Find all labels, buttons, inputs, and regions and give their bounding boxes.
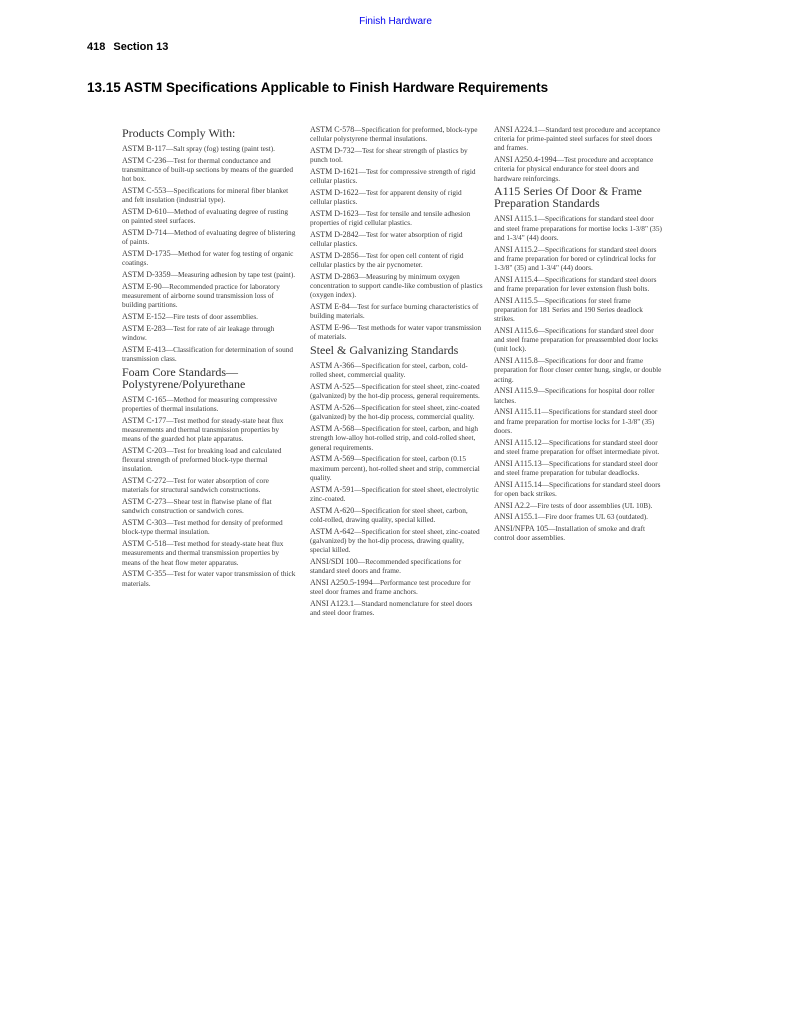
spec-entry [310,302,484,320]
spec-description: —Fire tests of door assemblies. [165,312,258,321]
spec-entry [494,480,662,498]
spec-code: ANSI A115.6 [494,326,538,336]
spec-entry [310,485,484,503]
spec-description: —Test method for density of preformed block-type thermal insulation. [122,518,283,537]
spec-description: —Test for open cell content of rigid cellular plastics by the air pycnometer. [310,251,464,270]
spec-description: —Test method for steady-state heat flux measurements and thermal transmission properties by means of the heat flow meter apparatus. [122,539,284,567]
spec-description: —Installation of smoke and draft control door assemblies. [494,524,646,543]
spec-code: ANSI/SDI 100 [310,556,358,566]
spec-entry [494,155,662,183]
spec-description: —Test procedure and acceptance criteria for physical endurance for steel doors and hardware reinforcings. [494,155,654,183]
spec-code: ASTM A-642 [310,526,355,536]
spec-description: —Standard test procedure and acceptance criteria for prime-painted steel surfaces for steel doors and frames. [494,125,661,153]
spec-code: ANSI A250.4-1994 [494,155,557,165]
spec-code: ANSI A115.11 [494,407,542,417]
spec-description: —Specification for steel, carbon, cold-rolled sheet, commercial quality. [310,361,468,380]
spec-description: —Specification for steel sheet, zinc-coated (galvanized) by the hot-dip process, general requirements. [310,382,480,401]
spec-entry [310,272,484,300]
spec-code: ANSI A115.8 [494,356,538,366]
spec-entry [122,324,297,342]
spec-entry [310,557,484,575]
standards-group-heading: Products Comply With: [122,126,236,140]
standards-group-heading: Foam Core Standards—Polystyrene/Polyurethane [122,364,246,391]
spec-code: ANSI A115.14 [494,479,542,489]
spec-description: —Test method for steady-state heat flux measurements and thermal transmission properties by means of the guarded hot plate apparatus. [122,415,284,444]
spec-description: —Specifications for hospital door roller latches. [494,386,655,405]
spec-entry [122,569,297,587]
spec-entry [310,167,484,185]
spec-description: —Test for rate of air leakage through window. [122,323,275,342]
spec-code: ASTM A-568 [310,424,355,434]
spec-description: —Method for measuring compressive properties of thermal insulations. [122,394,278,413]
spec-description: —Method of evaluating degree of blistering of paints. [122,228,296,247]
spec-description: —Specifications for standard steel doors for open back strikes. [494,479,661,498]
figure-column-2 [310,125,484,620]
spec-code: ASTM A-366 [310,361,355,371]
section-title: 13.15 ASTM Specifications Applicable to Finish Hardware Requirements [87,80,549,95]
spec-entry [122,144,297,153]
spec-description: —Recommended practice for laboratory measurement of airborne sound transmission loss of building partitions. [122,281,280,310]
spec-code: ASTM D-1623 [310,209,359,218]
spec-code: ASTM E-96 [310,323,350,333]
spec-code: ASTM D-1621 [310,167,359,176]
spec-entry [122,539,297,567]
spec-code: ASTM A-526 [310,403,355,413]
running-header: Finish Hardware [359,16,432,27]
spec-entry [494,438,662,456]
spec-code: ANSI A115.1 [494,214,538,224]
spec-entry [310,251,484,269]
spec-entry [310,125,484,143]
spec-description: —Method of evaluating degree of rusting on painted steel surfaces. [122,207,289,226]
spec-code: ASTM C-518 [122,539,167,549]
spec-entry [494,407,662,435]
figure-column-1 [122,125,297,590]
spec-code: ANSI A115.5 [494,295,538,305]
spec-description: —Shear test in flatwise plane of flat sandwich construction or sandwich cores. [122,497,272,516]
spec-entry [310,323,484,341]
section-label: Section 13 [113,41,169,53]
standards-group-heading: Steel & Galvanizing Standards [310,343,459,358]
spec-entry [494,356,662,384]
spec-code: ANSI/NFPA 105 [494,524,549,534]
spec-description: —Specifications for door and frame preparation for floor closer center hung, single, or double acting. [494,356,662,384]
spec-description: —Measuring by minimum oxygen concentration to support candle-like combustion of plastics (oxygen index). [310,272,483,300]
spec-code: ANSI A115.13 [494,458,542,468]
spec-description: —Test for water vapor transmission of thick materials. [122,569,296,588]
spec-entry [310,382,484,400]
spec-description: —Test for shear strength of plastics by punch tool. [310,146,468,165]
spec-description: —Test for water absorption of rigid cellular plastics. [310,230,463,249]
spec-description: —Specification for steel sheet, zinc-coated (galvanized) by the hot-dip process, drawing quality, special killed. [310,526,480,555]
spec-description: —Specifications for standard steel doors and frame preparation for bored or cylindrical locks for 1-3/8" (35) and 1-3/4" (44) doors. [494,244,657,273]
spec-entry [310,146,484,164]
page-number-line [87,41,176,53]
spec-description: —Specifications for standard steel doors and frame preparation for lever extension flush bolts. [494,274,657,294]
spec-entry [310,454,484,482]
spec-code: ASTM E-413 [122,344,166,354]
spec-code: ANSI A123.1 [310,598,355,608]
spec-description: —Specification for steel sheet, carbon, cold-rolled, drawing quality, special killed. [310,505,468,524]
spec-entry [122,207,297,225]
spec-entry [310,527,484,555]
spec-code: ANSI A115.9 [494,386,538,396]
spec-entry [494,296,662,324]
spec-description: —Test for water absorption of core materials for structural sandwich constructions. [122,476,269,495]
spec-description: —Test for thermal conductance and transmittance of built-up sections by means of the guarded hot box. [122,155,294,184]
spec-description: —Test for tensile and tensile adhesion properties of rigid cellular plastics. [310,209,471,228]
spec-code: ASTM A-525 [310,382,355,392]
spec-code: ASTM D-732 [310,146,355,155]
spec-entry [494,512,662,521]
figure-column-3 [494,125,662,545]
spec-code: ANSI A2.2 [494,500,531,510]
spec-description: —Recommended specifications for standard steel doors and frame. [310,556,462,576]
spec-code: ASTM E-84 [310,302,350,312]
spec-code: ASTM A-591 [310,484,355,494]
spec-code: ANSI A115.4 [494,274,538,284]
spec-code: ASTM D-610 [122,207,167,216]
spec-code: ASTM C-303 [122,518,167,528]
spec-code: ASTM C-177 [122,415,167,425]
spec-code: ASTM D-2856 [310,251,359,260]
spec-entry [122,395,297,413]
spec-description: —Specifications for standard steel door and frame preparation for mortise locks for 1-3/8" (35) doors. [494,407,658,435]
spec-description: —Test for breaking load and calculated flexural strength of preformed block-type thermal insulation. [122,446,282,474]
spec-entry [122,282,297,310]
spec-entry [494,459,662,477]
spec-description: —Method for water fog testing of organic coatings. [122,249,294,268]
spec-code: ANSI A115.2 [494,244,538,254]
spec-entry [310,599,484,617]
spec-entry [310,578,484,596]
spec-entry [122,518,297,536]
spec-code: ASTM C-553 [122,186,167,195]
spec-entry [494,326,662,354]
spec-entry [310,230,484,248]
spec-code: ASTM C-578 [310,125,355,134]
spec-code: ASTM C-273 [122,497,167,507]
spec-entry [122,416,297,444]
spec-code: ASTM C-272 [122,476,167,486]
spec-entry [310,424,484,452]
spec-entry [122,446,297,474]
spec-entry [310,188,484,206]
spec-code: ASTM D-1735 [122,249,171,258]
spec-description: —Specification for steel sheet, zinc-coated (galvanized) by the hot-dip process, commercial quality. [310,403,480,422]
spec-description: —Test for apparent density of rigid cellular plastics. [310,188,462,207]
spec-code: ANSI A155.1 [494,512,539,522]
spec-description: —Fire door frames UL 63 (outdated). [538,512,648,522]
spec-description: —Specifications for mineral fiber blanket and felt insulation (industrial type). [122,186,289,205]
spec-code: ASTM E-90 [122,281,162,291]
spec-code: ANSI A115.12 [494,437,542,447]
spec-code: ASTM D-2863 [310,272,359,281]
spec-description: —Specifications for standard steel door and steel frame preparations for mortise locks 1-3/8" (35) and 1-3/4" (44) doors. [494,214,662,242]
page-number: 418 [87,41,106,53]
spec-description: —Specification for steel, carbon, and high strength low-alloy hot-rolled strip, and cold-rolled sheet, general requirements. [310,424,479,452]
spec-description: —Fire tests of door assemblies (UL 10B). [530,500,653,510]
spec-entry [494,501,662,510]
spec-entry [494,386,662,404]
spec-code: ASTM D-3359 [122,270,171,279]
spec-entry [310,209,484,227]
spec-code: ASTM C-203 [122,446,167,455]
spec-code: ASTM C-236 [122,155,167,165]
spec-description: —Standard nomenclature for steel doors and steel door frames. [310,598,473,618]
spec-description: —Measuring adhesion by tape test (paint). [170,270,296,279]
spec-code: ASTM E-283 [122,323,166,333]
spec-code: ANSI A250.5-1994 [310,577,373,587]
spec-entry [310,403,484,421]
spec-entry [494,524,662,542]
spec-description: —Salt spray (fog) testing (paint test). [165,144,275,153]
spec-entry [122,156,297,184]
spec-description: —Specifications for standard steel door and steel frame preparation for tubular deadlocks. [494,458,658,477]
spec-description: —Performance test procedure for steel door frames and frame anchors. [310,577,471,597]
spec-code: ASTM C-355 [122,569,167,579]
spec-code: ASTM A-569 [310,454,355,464]
spec-entry [494,275,662,293]
spec-description: —Specification for steel sheet, electrolytic zinc-coated. [310,484,479,503]
spec-code: ASTM C-165 [122,394,167,404]
spec-entry [310,506,484,524]
spec-entry [494,125,662,153]
spec-description: —Test for compressive strength of rigid cellular plastics. [310,167,476,186]
spec-entry [122,186,297,204]
spec-code: ASTM E-152 [122,312,166,321]
spec-code: ASTM D-1622 [310,188,359,197]
spec-code: ASTM D-2842 [310,230,359,239]
spec-entry [122,497,297,515]
spec-entry [122,270,297,279]
standards-group-heading: A115 Series Of Door & Frame Preparation Standards [494,184,642,211]
spec-code: ASTM D-714 [122,228,167,237]
spec-code: ASTM B-117 [122,144,166,153]
spec-description: —Test for surface burning characteristics of building materials. [310,302,479,321]
spec-entry [494,245,662,273]
spec-description: —Specification for preformed, block-type cellular polystyrene thermal insulations. [310,125,478,144]
spec-entry [122,312,297,321]
specification-figure [122,125,662,745]
spec-description: —Specifications for steel frame preparation for 181 Series and 190 Series deadlock strikes. [494,295,643,324]
spec-description: —Specification for steel, carbon (0.15 maximum percent), hot-rolled sheet and strip, commercial quality. [310,454,480,482]
spec-description: —Test methods for water vapor transmission of materials. [310,323,482,342]
spec-code: ANSI A224.1 [494,125,539,134]
spec-entry [122,476,297,494]
spec-entry [122,249,297,267]
spec-entry [122,228,297,246]
spec-code: ASTM A-620 [310,505,355,515]
spec-entry [122,345,297,363]
spec-description: —Specifications for standard steel door and steel frame preparation for preassembled door locks (unit lock). [494,326,658,354]
spec-description: —Specifications for standard steel door and steel frame preparation for offset intermediate pivot. [494,437,660,456]
spec-entry [310,361,484,379]
spec-entry [494,214,662,242]
spec-description: —Classification for determination of sound transmission class. [122,344,294,363]
